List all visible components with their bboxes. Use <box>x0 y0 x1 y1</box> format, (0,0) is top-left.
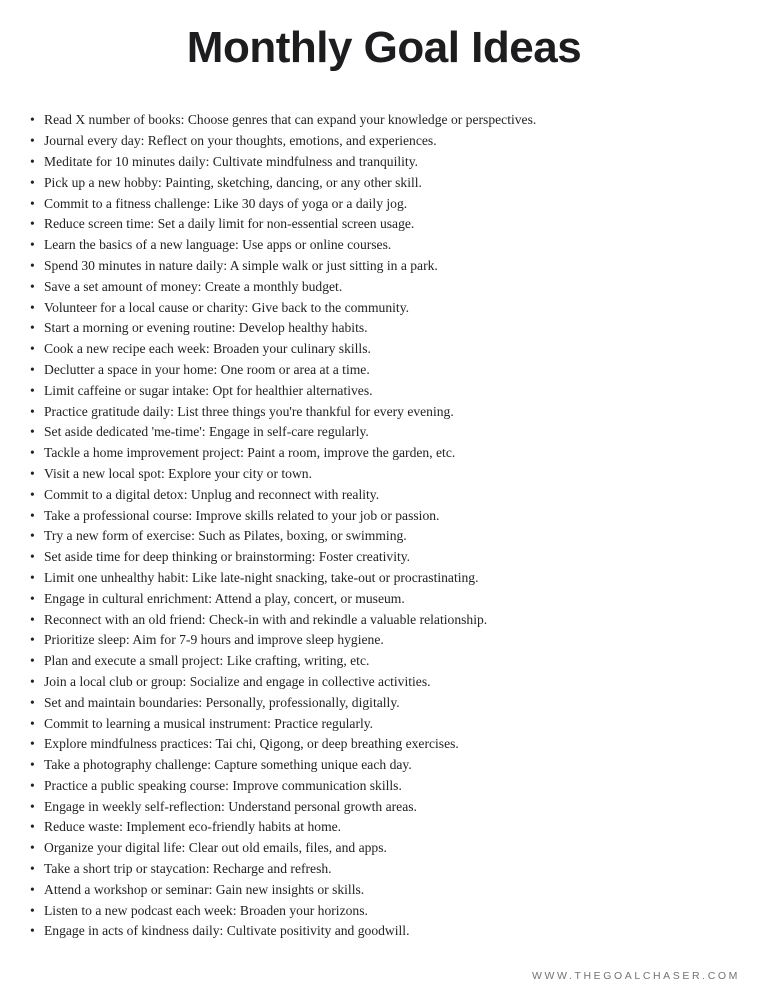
bullet-icon: • <box>30 361 35 377</box>
list-item <box>30 861 748 877</box>
list-item <box>30 175 748 191</box>
list-item <box>30 903 748 919</box>
list-item <box>30 778 748 794</box>
list-item <box>30 279 748 295</box>
list-item-text: Cook a new recipe each week: Broaden your culinary skills. <box>44 341 371 357</box>
list-item <box>30 383 748 399</box>
list-item <box>30 154 748 170</box>
list-item-text: Engage in weekly self-reflection: Understand personal growth areas. <box>44 798 417 814</box>
goal-list <box>0 72 768 939</box>
bullet-icon: • <box>30 881 35 897</box>
bullet-icon: • <box>30 528 35 544</box>
list-item <box>30 757 748 773</box>
list-item-text: Take a professional course: Improve skills related to your job or passion. <box>44 507 440 523</box>
list-item-text: Limit one unhealthy habit: Like late-night snacking, take-out or procrastinating. <box>44 569 479 585</box>
bullet-icon: • <box>30 549 35 565</box>
list-item-text: Listen to a new podcast each week: Broaden your horizons. <box>44 902 368 918</box>
list-item <box>30 237 748 253</box>
list-item-text: Volunteer for a local cause or charity: Give back to the community. <box>44 299 410 315</box>
bullet-icon: • <box>30 819 35 835</box>
bullet-icon: • <box>30 590 35 606</box>
bullet-icon: • <box>30 694 35 710</box>
list-item <box>30 362 748 378</box>
bullet-icon: • <box>30 632 35 648</box>
list-item <box>30 695 748 711</box>
list-item <box>30 653 748 669</box>
list-item <box>30 258 748 274</box>
list-item-text: Spend 30 minutes in nature daily: A simple walk or just sitting in a park. <box>44 257 438 273</box>
list-item <box>30 300 748 316</box>
bullet-icon: • <box>30 195 35 211</box>
list-item-text: Limit caffeine or sugar intake: Opt for healthier alternatives. <box>44 382 373 398</box>
bullet-icon: • <box>30 112 35 128</box>
bullet-icon: • <box>30 445 35 461</box>
list-item <box>30 466 748 482</box>
list-item <box>30 882 748 898</box>
list-item-text: Learn the basics of a new language: Use apps or online courses. <box>44 237 392 253</box>
list-item <box>30 508 748 524</box>
list-item-text: Practice gratitude daily: List three things you're thankful for every evening. <box>44 403 454 419</box>
list-item-text: Set aside dedicated 'me-time': Engage in self-care regularly. <box>44 424 369 440</box>
list-item <box>30 341 748 357</box>
bullet-icon: • <box>30 424 35 440</box>
list-item <box>30 320 748 336</box>
list-item <box>30 445 748 461</box>
bullet-icon: • <box>30 174 35 190</box>
list-item-text: Pick up a new hobby: Painting, sketching, dancing, or any other skill. <box>44 174 422 190</box>
list-item <box>30 196 748 212</box>
bullet-icon: • <box>30 653 35 669</box>
footer-website-url: WWW.THEGOALCHASER.COM <box>531 970 740 982</box>
bullet-icon: • <box>30 569 35 585</box>
list-item-text: Engage in acts of kindness daily: Cultivate positivity and goodwill. <box>44 923 410 939</box>
list-item <box>30 570 748 586</box>
bullet-icon: • <box>30 341 35 357</box>
bullet-icon: • <box>30 133 35 149</box>
bullet-icon: • <box>30 798 35 814</box>
list-item <box>30 674 748 690</box>
list-item-text: Organize your digital life: Clear out old emails, files, and apps. <box>44 840 387 856</box>
list-item <box>30 923 748 939</box>
page-title: Monthly Goal Ideas <box>186 23 582 72</box>
list-item <box>30 424 748 440</box>
bullet-icon: • <box>30 777 35 793</box>
list-item-text: Meditate for 10 minutes daily: Cultivate mindfulness and tranquility. <box>44 153 419 169</box>
list-item-text: Set aside time for deep thinking or brainstorming: Foster creativity. <box>44 549 411 565</box>
list-item <box>30 528 748 544</box>
bullet-icon: • <box>30 611 35 627</box>
list-item-text: Save a set amount of money: Create a monthly budget. <box>44 278 343 294</box>
list-item <box>30 799 748 815</box>
list-item-text: Read X number of books: Choose genres that can expand your knowledge or perspectives. <box>44 112 537 128</box>
bullet-icon: • <box>30 237 35 253</box>
list-item <box>30 612 748 628</box>
bullet-icon: • <box>30 715 35 731</box>
bullet-icon: • <box>30 923 35 939</box>
list-item-text: Take a short trip or staycation: Recharge and refresh. <box>44 861 332 877</box>
list-item <box>30 404 748 420</box>
bullet-icon: • <box>30 861 35 877</box>
bullet-icon: • <box>30 673 35 689</box>
list-item-text: Declutter a space in your home: One room or area at a time. <box>44 361 370 377</box>
list-item-text: Practice a public speaking course: Improve communication skills. <box>44 777 402 793</box>
bullet-icon: • <box>30 153 35 169</box>
bullet-icon: • <box>30 403 35 419</box>
bullet-icon: • <box>30 320 35 336</box>
bullet-icon: • <box>30 840 35 856</box>
bullet-icon: • <box>30 757 35 773</box>
bullet-icon: • <box>30 382 35 398</box>
list-item-text: Commit to a digital detox: Unplug and reconnect with reality. <box>44 486 380 502</box>
bullet-icon: • <box>30 902 35 918</box>
list-item-text: Start a morning or evening routine: Develop healthy habits. <box>44 320 368 336</box>
list-item-text: Visit a new local spot: Explore your city or town. <box>44 465 312 481</box>
list-item-text: Plan and execute a small project: Like crafting, writing, etc. <box>44 653 370 669</box>
list-item <box>30 716 748 732</box>
list-item <box>30 487 748 503</box>
list-item <box>30 840 748 856</box>
list-item-text: Reduce waste: Implement eco-friendly habits at home. <box>44 819 342 835</box>
list-item-text: Take a photography challenge: Capture something unique each day. <box>44 757 412 773</box>
list-item <box>30 549 748 565</box>
list-item-text: Explore mindfulness practices: Tai chi, Qigong, or deep breathing exercises. <box>44 736 459 752</box>
list-item <box>30 736 748 752</box>
list-item-text: Set and maintain boundaries: Personally, professionally, digitally. <box>44 694 400 710</box>
bullet-icon: • <box>30 465 35 481</box>
bullet-icon: • <box>30 278 35 294</box>
bullet-icon: • <box>30 486 35 502</box>
bullet-icon: • <box>30 736 35 752</box>
list-item-text: Reduce screen time: Set a daily limit for non-essential screen usage. <box>44 216 415 232</box>
list-item-text: Engage in cultural enrichment: Attend a play, concert, or museum. <box>44 590 405 606</box>
list-item <box>30 216 748 232</box>
list-item-text: Try a new form of exercise: Such as Pilates, boxing, or swimming. <box>44 528 407 544</box>
list-item-text: Prioritize sleep: Aim for 7-9 hours and improve sleep hygiene. <box>44 632 384 648</box>
list-item-text: Attend a workshop or seminar: Gain new insights or skills. <box>44 881 365 897</box>
list-item-text: Join a local club or group: Socialize and engage in collective activities. <box>44 673 431 689</box>
list-item <box>30 133 748 149</box>
bullet-icon: • <box>30 507 35 523</box>
list-item <box>30 632 748 648</box>
list-item-text: Commit to learning a musical instrument: Practice regularly. <box>44 715 374 731</box>
bullet-icon: • <box>30 299 35 315</box>
list-item <box>30 112 748 128</box>
list-item <box>30 591 748 607</box>
list-item-text: Tackle a home improvement project: Paint a room, improve the garden, etc. <box>44 445 456 461</box>
list-item-text: Commit to a fitness challenge: Like 30 days of yoga or a daily jog. <box>44 195 408 211</box>
bullet-icon: • <box>30 216 35 232</box>
bullet-icon: • <box>30 257 35 273</box>
list-item-text: Journal every day: Reflect on your thoughts, emotions, and experiences. <box>44 133 437 149</box>
list-item <box>30 819 748 835</box>
list-item-text: Reconnect with an old friend: Check-in with and rekindle a valuable relationship. <box>44 611 488 627</box>
